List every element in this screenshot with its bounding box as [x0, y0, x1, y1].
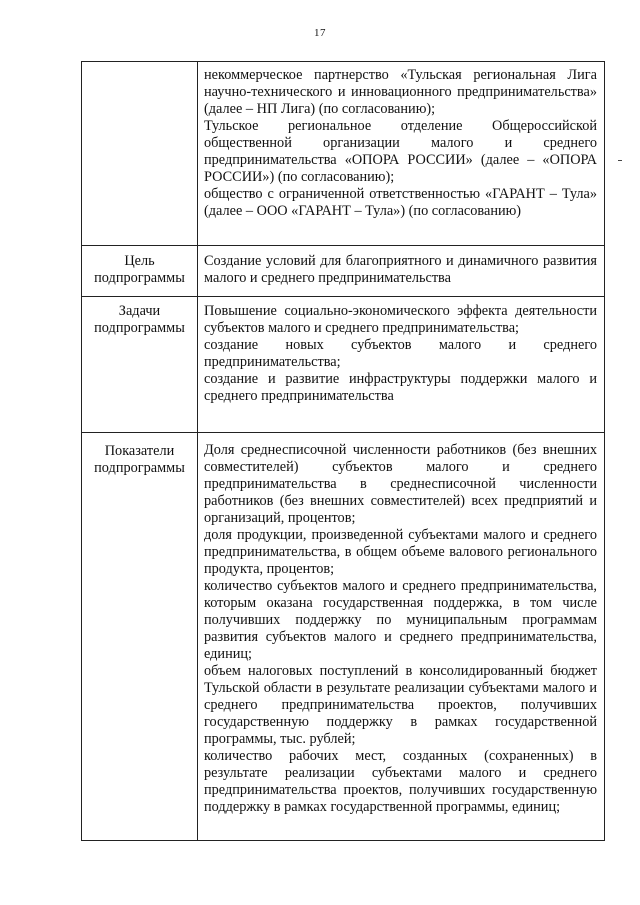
- table-row-participants: [82, 62, 605, 246]
- margin-mark: [618, 160, 622, 161]
- task-item: создание и развитие инфраструктуры поддержки малого и среднего предпринимательства: [204, 371, 597, 404]
- row-value-indicators: [198, 433, 605, 841]
- row-value-goal: [198, 246, 605, 297]
- indicator-item: количество рабочих мест, созданных (сохраненных) в результате реализации субъектами малого и среднего предпринимательства проектов, получивших государственную поддержку в рамках государственной программы, единиц;: [204, 748, 597, 815]
- page-number: 17: [314, 27, 326, 39]
- indicator-item: объем налоговых поступлений в консолидированный бюджет Тульской области в результате реализации субъектами малого и среднего предпринимательства проектов, получивших государственную поддержку в рамках государственной программы, тыс. рублей;: [204, 663, 597, 747]
- table-row-tasks: [82, 297, 605, 433]
- row-label-participants: [82, 62, 198, 246]
- row-value-tasks: [198, 297, 605, 433]
- table-row-indicators: [82, 433, 605, 841]
- participant-item: некоммерческое партнерство «Тульская региональная Лига научно-технического и инновационного предпринимательства» (далее – НП Лига) (по согласованию);: [204, 67, 597, 117]
- table-row-goal: [82, 246, 605, 297]
- participant-item: общество с ограниченной ответственностью «ГАРАНТ – Тула» (далее – ООО «ГАРАНТ – Тула») (по согласованию): [204, 186, 597, 219]
- row-value-participants: [198, 62, 605, 246]
- indicator-item: доля продукции, произведенной субъектами малого и среднего предпринимательства, в общем объеме валового регионального продукта, процентов;: [204, 527, 597, 577]
- task-item: Повышение социально-экономического эффекта деятельности субъектов малого и среднего предпринимательства;: [204, 303, 597, 336]
- row-label-indicators: Показатели подпрограммы: [82, 433, 198, 841]
- indicator-item: количество субъектов малого и среднего предпринимательства, которым оказана государственная поддержка, в том числе получивших поддержку по муниципальным программам развития субъектов малого и среднего предпринимательства, единиц;: [204, 578, 597, 662]
- indicator-item: Доля среднесписочной численности работников (без внешних совместителей) субъектов малого и среднего предпринимательства в среднесписочной численности работников (без внешних совместителей) всех предприятий и организаций, процентов;: [204, 442, 597, 526]
- task-item: создание новых субъектов малого и среднего предпринимательства;: [204, 337, 597, 370]
- goal-item: Создание условий для благоприятного и динамичного развития малого и среднего предпринимательства: [204, 253, 597, 286]
- subprogram-passport-table: [81, 61, 605, 841]
- row-label-tasks: Задачи подпрограммы: [82, 297, 198, 433]
- participant-item: Тульское региональное отделение Общероссийской общественной организации малого и среднего предпринимательства «ОПОРА РОССИИ» (далее – «ОПОРА РОССИИ») (по согласованию);: [204, 118, 597, 185]
- row-label-goal: Цель подпрограммы: [82, 246, 198, 297]
